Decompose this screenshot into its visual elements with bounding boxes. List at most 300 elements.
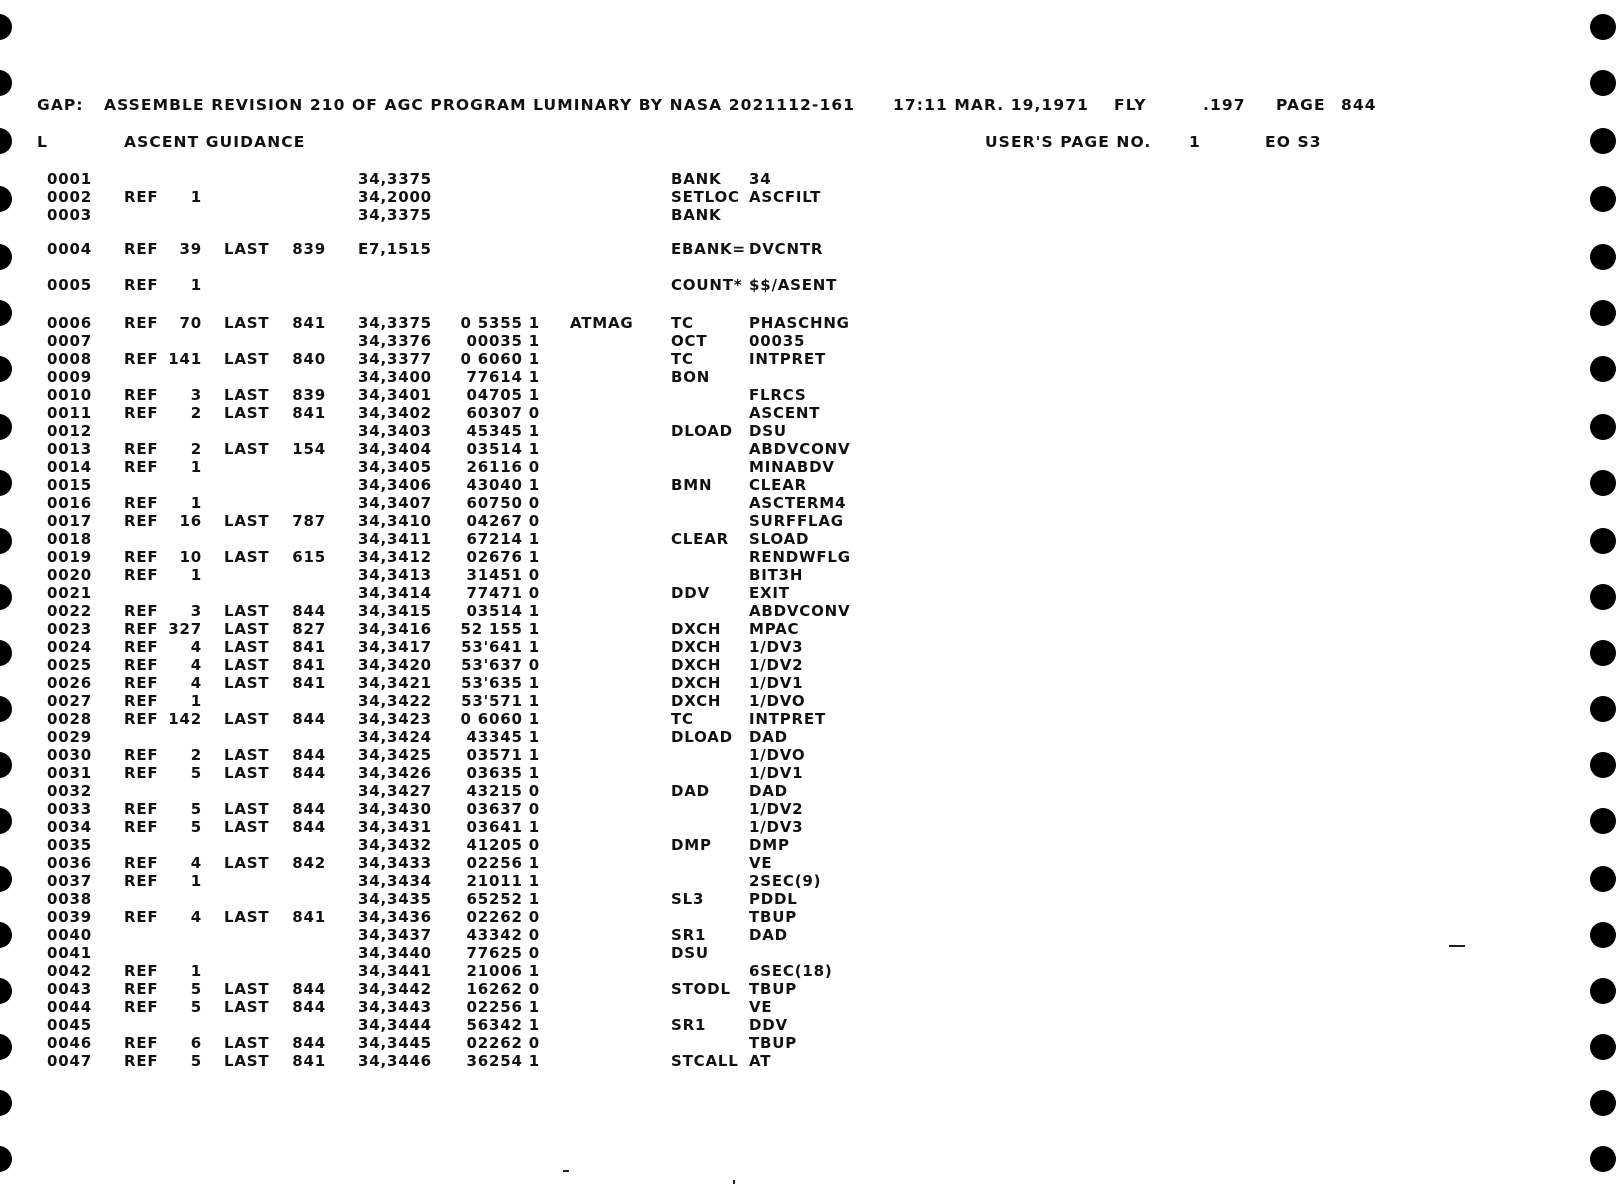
last-page: 841 xyxy=(292,674,326,692)
ref-count: 1 xyxy=(190,692,202,710)
operand: DVCNTR xyxy=(749,240,824,258)
operand: 34 xyxy=(749,170,772,188)
operand: PDDL xyxy=(749,890,798,908)
address: 34,3441 xyxy=(358,962,432,980)
operand: ASCFILT xyxy=(749,188,822,206)
operand: SURFFLAG xyxy=(749,512,844,530)
ref-label: REF xyxy=(124,998,159,1016)
opcode: DXCH xyxy=(671,620,722,638)
opcode: BON xyxy=(671,368,711,386)
address: 34,3440 xyxy=(358,944,432,962)
line-number: 0032 xyxy=(47,782,92,800)
octal-code: 43215 0 xyxy=(466,782,540,800)
line-number: 0027 xyxy=(47,692,92,710)
line-number: 0025 xyxy=(47,656,92,674)
operand: EXIT xyxy=(749,584,790,602)
ref-count: 1 xyxy=(190,458,202,476)
listing-row xyxy=(0,476,1617,494)
opcode: DDV xyxy=(671,584,710,602)
ref-count: 16 xyxy=(179,512,202,530)
last-page: 827 xyxy=(292,620,326,638)
line-number: 0021 xyxy=(47,584,92,602)
address: 34,3434 xyxy=(358,872,432,890)
listing-row xyxy=(0,620,1617,638)
listing-row xyxy=(0,926,1617,944)
address: 34,3401 xyxy=(358,386,432,404)
operand: INTPRET xyxy=(749,710,826,728)
opcode: DSU xyxy=(671,944,709,962)
address: 34,3442 xyxy=(358,980,432,998)
last-page: 840 xyxy=(292,350,326,368)
opcode: DXCH xyxy=(671,638,722,656)
address: 34,3445 xyxy=(358,1034,432,1052)
address: 34,3375 xyxy=(358,314,432,332)
line-number: 0046 xyxy=(47,1034,92,1052)
sprocket-hole xyxy=(1590,1146,1616,1172)
listing-row xyxy=(0,584,1617,602)
address: 34,3411 xyxy=(358,530,432,548)
header-fly: FLY xyxy=(1114,96,1147,114)
listing-row xyxy=(0,890,1617,908)
last-page: 615 xyxy=(292,548,326,566)
address: 34,3375 xyxy=(358,206,432,224)
listing-row xyxy=(0,530,1617,548)
listing-row xyxy=(0,512,1617,530)
line-number: 0018 xyxy=(47,530,92,548)
line-number: 0044 xyxy=(47,998,92,1016)
octal-code: 45345 1 xyxy=(466,422,540,440)
listing-row xyxy=(0,800,1617,818)
ref-count: 3 xyxy=(190,386,202,404)
last-page: 841 xyxy=(292,908,326,926)
ref-label: REF xyxy=(124,854,159,872)
address: 34,3403 xyxy=(358,422,432,440)
listing-row xyxy=(0,710,1617,728)
subheader-left: L xyxy=(37,133,48,151)
operand: INTPRET xyxy=(749,350,826,368)
listing-code: EO S3 xyxy=(1265,133,1322,151)
operand: TBUP xyxy=(749,908,798,926)
ref-label: REF xyxy=(124,1052,159,1070)
opcode: BANK xyxy=(671,206,722,224)
last-label: LAST xyxy=(224,350,270,368)
ref-count: 3 xyxy=(190,602,202,620)
address: 34,3404 xyxy=(358,440,432,458)
last-page: 841 xyxy=(292,314,326,332)
last-label: LAST xyxy=(224,908,270,926)
operand: ASCENT xyxy=(749,404,821,422)
address: 34,3424 xyxy=(358,728,432,746)
last-page: 841 xyxy=(292,656,326,674)
octal-code: 53'641 1 xyxy=(461,638,540,656)
ref-label: REF xyxy=(124,458,159,476)
last-label: LAST xyxy=(224,1034,270,1052)
ref-label: REF xyxy=(124,512,159,530)
octal-code: 16262 0 xyxy=(466,980,540,998)
last-label: LAST xyxy=(224,404,270,422)
opcode: STODL xyxy=(671,980,731,998)
opcode: EBANK= xyxy=(671,240,746,258)
listing-row xyxy=(0,350,1617,368)
octal-code: 02262 0 xyxy=(466,908,540,926)
line-number: 0022 xyxy=(47,602,92,620)
sprocket-hole xyxy=(0,128,12,154)
listing-row xyxy=(0,566,1617,584)
octal-code: 03635 1 xyxy=(466,764,540,782)
operand: 1/DV1 xyxy=(749,764,804,782)
listing-row xyxy=(0,368,1617,386)
opcode: TC xyxy=(671,350,694,368)
octal-code: 67214 1 xyxy=(466,530,540,548)
operand: 1/DV1 xyxy=(749,674,804,692)
line-number: 0036 xyxy=(47,854,92,872)
opcode: DAD xyxy=(671,782,710,800)
operand: DDV xyxy=(749,1016,788,1034)
line-number: 0014 xyxy=(47,458,92,476)
listing-row xyxy=(0,998,1617,1016)
sprocket-hole xyxy=(0,14,12,40)
octal-code: 02262 0 xyxy=(466,1034,540,1052)
operand: SLOAD xyxy=(749,530,810,548)
operand: DSU xyxy=(749,422,787,440)
opcode: DXCH xyxy=(671,674,722,692)
symbol-label: ATMAG xyxy=(570,314,634,332)
operand: 1/DV3 xyxy=(749,818,804,836)
line-number: 0035 xyxy=(47,836,92,854)
ref-count: 4 xyxy=(190,908,202,926)
listing-row xyxy=(0,602,1617,620)
ref-label: REF xyxy=(124,962,159,980)
octal-code: 43345 1 xyxy=(466,728,540,746)
last-page: 844 xyxy=(292,1034,326,1052)
opcode: BMN xyxy=(671,476,713,494)
octal-code: 43040 1 xyxy=(466,476,540,494)
address: 34,2000 xyxy=(358,188,432,206)
ref-count: 6 xyxy=(190,1034,202,1052)
last-page: 841 xyxy=(292,404,326,422)
address: 34,3406 xyxy=(358,476,432,494)
ref-label: REF xyxy=(124,276,159,294)
last-label: LAST xyxy=(224,818,270,836)
last-label: LAST xyxy=(224,602,270,620)
ref-label: REF xyxy=(124,746,159,764)
operand: MPAC xyxy=(749,620,800,638)
listing-row xyxy=(0,314,1617,332)
users-page-label: USER'S PAGE NO. xyxy=(985,133,1152,151)
last-page: 844 xyxy=(292,980,326,998)
address: 34,3375 xyxy=(358,170,432,188)
operand: 1/DVO xyxy=(749,746,806,764)
address: 34,3427 xyxy=(358,782,432,800)
operand: PHASCHNG xyxy=(749,314,850,332)
last-label: LAST xyxy=(224,710,270,728)
address: 34,3414 xyxy=(358,584,432,602)
ref-count: 4 xyxy=(190,656,202,674)
address: 34,3415 xyxy=(358,602,432,620)
last-page: 844 xyxy=(292,764,326,782)
opcode: SR1 xyxy=(671,926,707,944)
last-page: 844 xyxy=(292,710,326,728)
listing-row xyxy=(0,692,1617,710)
ref-count: 5 xyxy=(190,980,202,998)
line-number: 0030 xyxy=(47,746,92,764)
ref-label: REF xyxy=(124,494,159,512)
octal-code: 02256 1 xyxy=(466,854,540,872)
address: 34,3437 xyxy=(358,926,432,944)
listing-row xyxy=(0,980,1617,998)
opcode: DLOAD xyxy=(671,422,733,440)
opcode: COUNT* xyxy=(671,276,743,294)
line-number: 0013 xyxy=(47,440,92,458)
listing-row xyxy=(0,386,1617,404)
line-number: 0038 xyxy=(47,890,92,908)
line-number: 0034 xyxy=(47,818,92,836)
opcode: DMP xyxy=(671,836,712,854)
line-number: 0029 xyxy=(47,728,92,746)
ref-label: REF xyxy=(124,314,159,332)
ref-count: 1 xyxy=(190,962,202,980)
ref-label: REF xyxy=(124,692,159,710)
sprocket-hole xyxy=(1590,70,1616,96)
line-number: 0002 xyxy=(47,188,92,206)
listing-row xyxy=(0,188,1617,206)
ref-count: 1 xyxy=(190,566,202,584)
ref-count: 1 xyxy=(190,188,202,206)
octal-code: 21011 1 xyxy=(466,872,540,890)
sprocket-hole xyxy=(1590,1090,1616,1116)
last-page: 839 xyxy=(292,240,326,258)
address: 34,3423 xyxy=(358,710,432,728)
address: 34,3416 xyxy=(358,620,432,638)
octal-code: 0 6060 1 xyxy=(460,710,540,728)
ref-label: REF xyxy=(124,800,159,818)
listing-row xyxy=(0,1034,1617,1052)
opcode: SETLOC xyxy=(671,188,740,206)
octal-code: 0 5355 1 xyxy=(460,314,540,332)
line-number: 0016 xyxy=(47,494,92,512)
header-page-label: PAGE xyxy=(1276,96,1326,114)
ref-count: 5 xyxy=(190,1052,202,1070)
header-num: .197 xyxy=(1203,96,1246,114)
line-number: 0042 xyxy=(47,962,92,980)
address: 34,3412 xyxy=(358,548,432,566)
opcode: BANK xyxy=(671,170,722,188)
sprocket-hole xyxy=(0,70,12,96)
listing-row xyxy=(0,1016,1617,1034)
address: 34,3430 xyxy=(358,800,432,818)
address: 34,3400 xyxy=(358,368,432,386)
ref-count: 141 xyxy=(168,350,202,368)
listing-row xyxy=(0,764,1617,782)
last-label: LAST xyxy=(224,440,270,458)
octal-code: 0 6060 1 xyxy=(460,350,540,368)
address: E7,1515 xyxy=(358,240,432,258)
ref-count: 2 xyxy=(190,404,202,422)
octal-code: 53'637 0 xyxy=(461,656,540,674)
operand: RENDWFLG xyxy=(749,548,851,566)
octal-code: 53'571 1 xyxy=(461,692,540,710)
octal-code: 60750 0 xyxy=(466,494,540,512)
opcode: SR1 xyxy=(671,1016,707,1034)
ref-label: REF xyxy=(124,656,159,674)
listing-row xyxy=(0,908,1617,926)
last-label: LAST xyxy=(224,764,270,782)
last-page: 844 xyxy=(292,602,326,620)
octal-code: 65252 1 xyxy=(466,890,540,908)
ref-label: REF xyxy=(124,818,159,836)
listing-row xyxy=(0,656,1617,674)
ref-count: 1 xyxy=(190,276,202,294)
header-timestamp: 17:11 MAR. 19,1971 xyxy=(893,96,1090,114)
octal-code: 04267 0 xyxy=(466,512,540,530)
ref-count: 4 xyxy=(190,674,202,692)
ref-count: 142 xyxy=(168,710,202,728)
line-number: 0007 xyxy=(47,332,92,350)
listing-row xyxy=(0,728,1617,746)
octal-code: 77471 0 xyxy=(466,584,540,602)
print-speck xyxy=(733,1180,735,1184)
sprocket-hole xyxy=(0,1090,12,1116)
ref-count: 4 xyxy=(190,854,202,872)
operand: TBUP xyxy=(749,980,798,998)
ref-count: 2 xyxy=(190,746,202,764)
operand: 1/DVO xyxy=(749,692,806,710)
listing-row xyxy=(0,962,1617,980)
ref-label: REF xyxy=(124,710,159,728)
line-number: 0040 xyxy=(47,926,92,944)
ref-count: 1 xyxy=(190,494,202,512)
header-gap: GAP: xyxy=(37,96,84,114)
address: 34,3443 xyxy=(358,998,432,1016)
ref-count: 39 xyxy=(179,240,202,258)
operand: 1/DV3 xyxy=(749,638,804,656)
line-number: 0037 xyxy=(47,872,92,890)
last-label: LAST xyxy=(224,548,270,566)
octal-code: 56342 1 xyxy=(466,1016,540,1034)
opcode: SL3 xyxy=(671,890,705,908)
octal-code: 26116 0 xyxy=(466,458,540,476)
address: 34,3405 xyxy=(358,458,432,476)
octal-code: 03514 1 xyxy=(466,602,540,620)
last-label: LAST xyxy=(224,314,270,332)
operand: 00035 xyxy=(749,332,806,350)
operand: 1/DV2 xyxy=(749,800,804,818)
operand: DAD xyxy=(749,926,788,944)
opcode: DXCH xyxy=(671,656,722,674)
line-number: 0024 xyxy=(47,638,92,656)
operand: DMP xyxy=(749,836,790,854)
sprocket-hole xyxy=(1590,128,1616,154)
print-speck xyxy=(1449,945,1465,947)
line-number: 0003 xyxy=(47,206,92,224)
line-number: 0047 xyxy=(47,1052,92,1070)
operand: 6SEC(18) xyxy=(749,962,833,980)
operand: AT xyxy=(749,1052,772,1070)
line-number: 0006 xyxy=(47,314,92,332)
opcode: TC xyxy=(671,314,694,332)
last-label: LAST xyxy=(224,240,270,258)
address: 34,3420 xyxy=(358,656,432,674)
line-number: 0017 xyxy=(47,512,92,530)
operand: VE xyxy=(749,854,773,872)
line-number: 0005 xyxy=(47,276,92,294)
last-label: LAST xyxy=(224,998,270,1016)
address: 34,3431 xyxy=(358,818,432,836)
address: 34,3433 xyxy=(358,854,432,872)
last-page: 844 xyxy=(292,818,326,836)
opcode: STCALL xyxy=(671,1052,739,1070)
last-label: LAST xyxy=(224,980,270,998)
listing-row xyxy=(0,240,1617,258)
octal-code: 04705 1 xyxy=(466,386,540,404)
ref-count: 1 xyxy=(190,872,202,890)
listing-row xyxy=(0,674,1617,692)
address: 34,3413 xyxy=(358,566,432,584)
listing-row xyxy=(0,332,1617,350)
opcode: OCT xyxy=(671,332,708,350)
line-number: 0020 xyxy=(47,566,92,584)
address: 34,3402 xyxy=(358,404,432,422)
opcode: DLOAD xyxy=(671,728,733,746)
octal-code: 77614 1 xyxy=(466,368,540,386)
line-number: 0009 xyxy=(47,368,92,386)
octal-code: 31451 0 xyxy=(466,566,540,584)
sprocket-hole xyxy=(0,1146,12,1172)
ref-count: 2 xyxy=(190,440,202,458)
address: 34,3376 xyxy=(358,332,432,350)
line-number: 0010 xyxy=(47,386,92,404)
header-title: ASSEMBLE REVISION 210 OF AGC PROGRAM LUMINARY BY NASA 2021112-161 xyxy=(104,96,856,114)
last-label: LAST xyxy=(224,674,270,692)
octal-code: 02676 1 xyxy=(466,548,540,566)
last-label: LAST xyxy=(224,620,270,638)
last-label: LAST xyxy=(224,386,270,404)
line-number: 0004 xyxy=(47,240,92,258)
ref-label: REF xyxy=(124,440,159,458)
line-number: 0039 xyxy=(47,908,92,926)
address: 34,3410 xyxy=(358,512,432,530)
ref-label: REF xyxy=(124,1034,159,1052)
listing-row xyxy=(0,494,1617,512)
listing-row xyxy=(0,170,1617,188)
ref-label: REF xyxy=(124,188,159,206)
last-page: 787 xyxy=(292,512,326,530)
octal-code: 03571 1 xyxy=(466,746,540,764)
operand: MINABDV xyxy=(749,458,835,476)
ref-count: 5 xyxy=(190,800,202,818)
operand: ABDVCONV xyxy=(749,602,851,620)
operand: BIT3H xyxy=(749,566,804,584)
octal-code: 36254 1 xyxy=(466,1052,540,1070)
last-label: LAST xyxy=(224,638,270,656)
ref-label: REF xyxy=(124,872,159,890)
listing-row xyxy=(0,276,1617,294)
line-number: 0011 xyxy=(47,404,92,422)
address: 34,3377 xyxy=(358,350,432,368)
line-number: 0045 xyxy=(47,1016,92,1034)
operand: VE xyxy=(749,998,773,1016)
ref-label: REF xyxy=(124,638,159,656)
listing-row xyxy=(0,404,1617,422)
ref-label: REF xyxy=(124,980,159,998)
octal-code: 60307 0 xyxy=(466,404,540,422)
line-number: 0001 xyxy=(47,170,92,188)
operand: 1/DV2 xyxy=(749,656,804,674)
ref-count: 10 xyxy=(179,548,202,566)
last-page: 844 xyxy=(292,800,326,818)
print-speck xyxy=(563,1170,569,1172)
address: 34,3436 xyxy=(358,908,432,926)
